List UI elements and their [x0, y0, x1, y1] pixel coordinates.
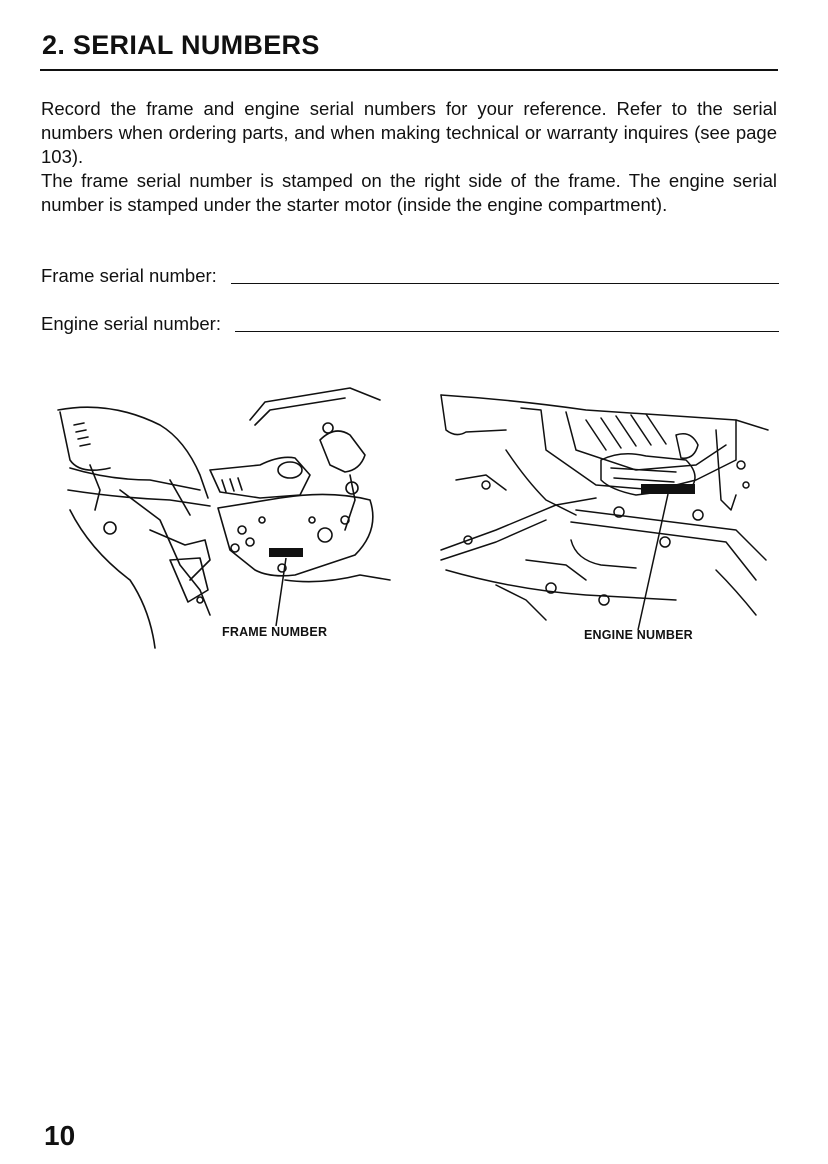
engine-leader-line — [638, 494, 668, 630]
frame-serial-field — [41, 265, 779, 287]
engine-serial-blank-line — [235, 330, 779, 332]
engine-drawing — [436, 390, 776, 650]
location-paragraph: The frame serial number is stamped on the right side of the frame. The engine serial number is stamped under the starter motor (inside the engine compartment). — [41, 170, 777, 215]
engine-serial-field — [41, 313, 779, 335]
intro-paragraph: Record the frame and engine serial numbers for your reference. Refer to the serial numbers when ordering parts, and when making technical or warranty inquires (see page 103). — [41, 98, 777, 167]
engine-number-illustration — [436, 390, 776, 650]
title-rule — [40, 69, 778, 71]
page-number: 10 — [44, 1120, 76, 1151]
frame-number-illustration — [50, 380, 400, 650]
frame-number-caption: FRAME NUMBER — [222, 625, 328, 639]
engine-number-caption: ENGINE NUMBER — [584, 628, 693, 642]
frame-drawing — [50, 380, 400, 650]
frame-number-stamp — [269, 548, 303, 557]
frame-serial-label: Frame serial number: — [41, 265, 217, 286]
engine-number-stamp — [641, 484, 695, 494]
engine-serial-label: Engine serial number: — [41, 313, 221, 334]
section-title: 2. SERIAL NUMBERS — [42, 30, 320, 60]
frame-serial-blank-line — [231, 282, 779, 284]
